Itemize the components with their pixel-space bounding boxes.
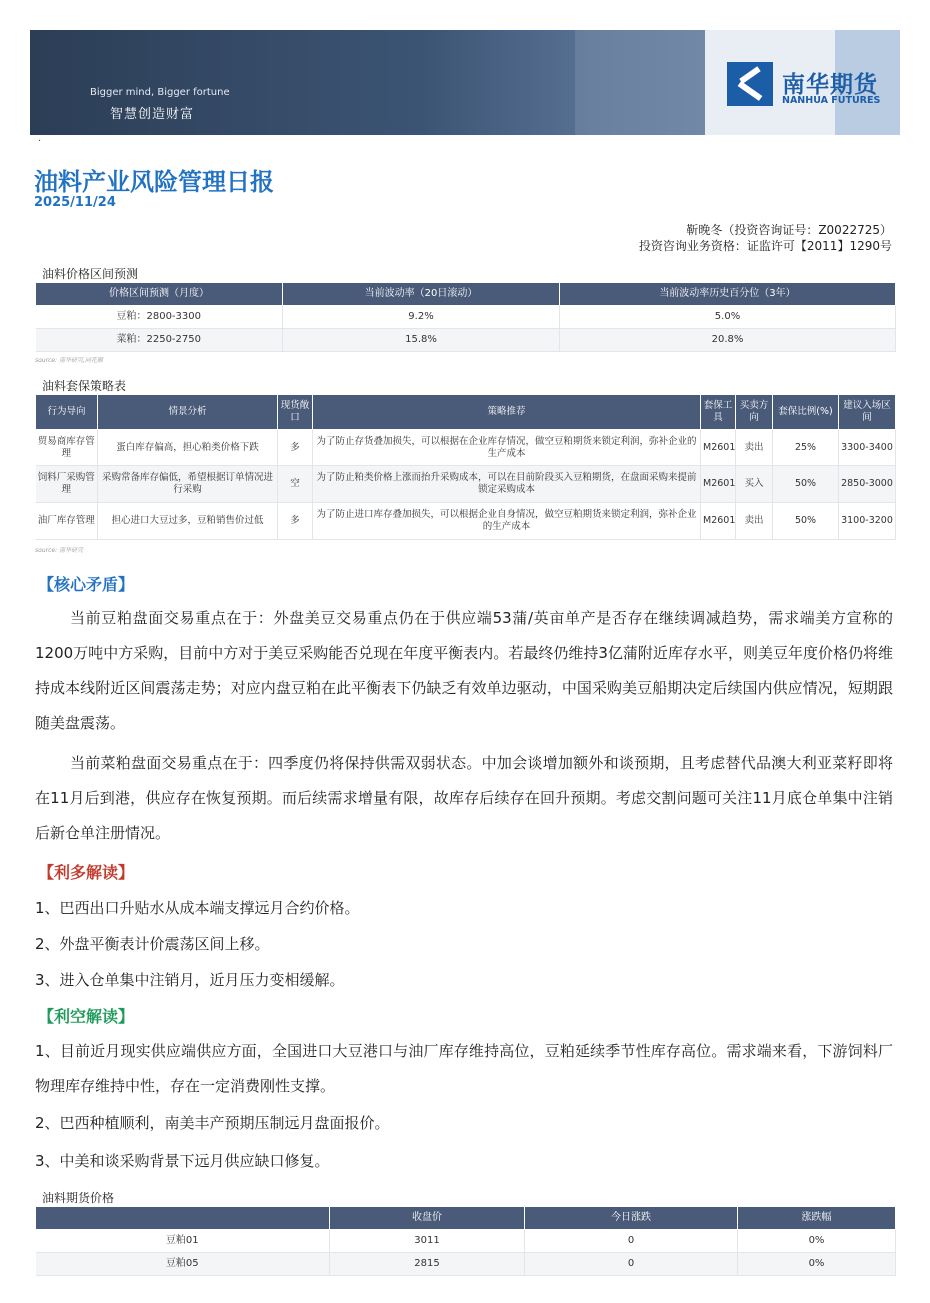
core-paragraph-1: 当前豆粕盘面交易重点在于：外盘美豆交易重点仍在于供应端53蒲/英亩单产是否存在继续调减趋势，需求端美方宣称的1200万吨中方采购，目前中方对于美豆采购能否兑现在年度平衡表内。若最终仍维持3亿蒲附近库存水平，则美豆年度价格仍将维持成本线附近区间震荡走势；对应内盘豆粕在此平衡表下仍缺乏有效单边驱动，中国采购美豆船期决定后续国内供应情况，短期跟随美盘震荡。 xyxy=(35,609,893,732)
table-cell: 买入 xyxy=(736,466,773,503)
column-header: 涨跌幅 xyxy=(738,1207,896,1230)
table-row xyxy=(36,503,896,540)
column-header: 当前波动率历史百分位（3年） xyxy=(560,283,896,306)
table-cell: 0% xyxy=(738,1230,896,1253)
report-title: 油料产业风险管理日报 xyxy=(34,168,274,196)
table-row xyxy=(36,329,896,352)
table-cell: 5.0% xyxy=(560,306,896,329)
column-header: 现货敞口 xyxy=(278,395,313,430)
table-cell: 担心进口大豆过多，豆粕销售价过低 xyxy=(98,503,278,540)
bullish-heading: 【利多解读】 xyxy=(38,863,135,882)
banner-tagline-en: Bigger mind, Bigger fortune xyxy=(90,87,230,98)
table-header-row xyxy=(36,395,896,430)
table-cell: 为了防止粕类价格上涨而抬升采购成本，可以在目前阶段买入豆粕期货，在盘面采购来提前锁定采购成本 xyxy=(313,466,701,503)
table-cell: 20.8% xyxy=(560,329,896,352)
header-banner xyxy=(30,30,900,135)
bearish-item: 3、中美和谈采购背景下远月供应缺口修复。 xyxy=(35,1152,330,1170)
table-header-row xyxy=(36,1207,896,1230)
table-row xyxy=(36,306,896,329)
table-row xyxy=(36,466,896,503)
logo-text-en: NANHUA FUTURES xyxy=(782,95,881,106)
column-header: 套保工具 xyxy=(701,395,736,430)
report-date: 2025/11/24 xyxy=(34,195,116,210)
table-cell: 3100-3200 xyxy=(839,503,896,540)
table-cell: M2601 xyxy=(701,430,736,466)
table-row xyxy=(36,430,896,466)
table-cell: 0 xyxy=(525,1230,738,1253)
bullish-item: 3、进入仓单集中注销月，近月压力变相缓解。 xyxy=(35,971,345,989)
core-heading: 【核心矛盾】 xyxy=(38,575,135,594)
table-cell: 25% xyxy=(773,430,839,466)
bullish-item: 1、巴西出口升贴水从成本端支撑远月合约价格。 xyxy=(35,899,360,917)
futures-price-table xyxy=(35,1206,896,1276)
table-cell: 菜粕：2250-2750 xyxy=(36,329,283,352)
bearish-item: 1、目前近月现实供应端供应方面，全国进口大豆港口与油厂库存维持高位，豆粕延续季节性库存高位。需求端来看，下游饲料厂物理库存维持中性，存在一定消费刚性支撑。 xyxy=(35,1042,893,1095)
table-cell: 多 xyxy=(278,430,313,466)
table-cell: 2850-3000 xyxy=(839,466,896,503)
bullet-dot: · xyxy=(38,136,42,147)
table-cell: 豆粕01 xyxy=(36,1230,330,1253)
source-note: source: 南华研究 xyxy=(35,547,83,554)
table-cell: 3300-3400 xyxy=(839,430,896,466)
table-cell: 卖出 xyxy=(736,503,773,540)
table-cell: 豆粕05 xyxy=(36,1253,330,1276)
column-header: 套保比例(%) xyxy=(773,395,839,430)
table-cell: 空 xyxy=(278,466,313,503)
table-cell: 50% xyxy=(773,466,839,503)
column-header: 建议入场区间 xyxy=(839,395,896,430)
column-header: 今日涨跌 xyxy=(525,1207,738,1230)
table-row xyxy=(36,1230,896,1253)
author-info xyxy=(639,222,892,254)
column-header: 价格区间预测（月度） xyxy=(36,283,283,306)
table-cell: 0 xyxy=(525,1253,738,1276)
table-cell: 2815 xyxy=(330,1253,525,1276)
table-cell: 多 xyxy=(278,503,313,540)
table-cell: 为了防止存货叠加损失，可以根据在企业库存情况，做空豆粕期货来锁定利润，弥补企业的生产成本 xyxy=(313,430,701,466)
table-cell: 9.2% xyxy=(283,306,560,329)
table-cell: 豆粕：2800-3300 xyxy=(36,306,283,329)
column-header: 收盘价 xyxy=(330,1207,525,1230)
futures-table-label: 油料期货价格 xyxy=(42,1191,115,1205)
table-cell: 采购常备库存偏低，希望根据订单情况进行采购 xyxy=(98,466,278,503)
banner-tagline-cn: 智慧创造财富 xyxy=(110,107,195,122)
source-note: source: 南华研究,同花顺 xyxy=(35,357,103,364)
column-header: 当前波动率（20日滚动） xyxy=(283,283,560,306)
table-cell: 50% xyxy=(773,503,839,540)
bullish-item: 2、外盘平衡表计价震荡区间上移。 xyxy=(35,935,270,953)
column-header: 买卖方向 xyxy=(736,395,773,430)
price-range-label: 油料价格区间预测 xyxy=(42,267,139,281)
column-header: 策略推荐 xyxy=(313,395,701,430)
column-header: 行为导向 xyxy=(36,395,98,430)
table-cell: 为了防止进口库存叠加损失，可以根据企业自身情况，做空豆粕期货来锁定利润，弥补企业的生产成本 xyxy=(313,503,701,540)
table-cell: 3011 xyxy=(330,1230,525,1253)
table-cell: 贸易商库存管理 xyxy=(36,430,98,466)
column-header: 情景分析 xyxy=(98,395,278,430)
table-cell: M2601 xyxy=(701,503,736,540)
table-cell: M2601 xyxy=(701,466,736,503)
logo-text-cn: 南华期货 xyxy=(782,72,878,98)
table-cell: 卖出 xyxy=(736,430,773,466)
hedge-table-label: 油料套保策略表 xyxy=(42,379,127,393)
table-row xyxy=(36,1253,896,1276)
hedge-strategy-table xyxy=(35,394,896,540)
table-cell: 油厂库存管理 xyxy=(36,503,98,540)
column-header xyxy=(36,1207,330,1230)
bearish-item: 2、巴西种植顺利，南美丰产预期压制远月盘面报价。 xyxy=(35,1114,390,1132)
table-cell: 0% xyxy=(738,1253,896,1276)
table-header-row xyxy=(36,283,896,306)
table-cell: 15.8% xyxy=(283,329,560,352)
price-range-table xyxy=(35,282,896,352)
author-license: 投资咨询业务资格：证监许可【2011】1290号 xyxy=(638,239,892,253)
banner-stripe xyxy=(575,30,705,135)
core-paragraph-2: 当前菜粕盘面交易重点在于：四季度仍将保持供需双弱状态。中加会谈增加额外和谈预期，且考虑替代品澳大利亚菜籽即将在11月后到港，供应存在恢复预期。而后续需求增量有限，故库存后续存在回升预期。考虑交割问题可关注11月底仓单集中注销后新仓单注册情况。 xyxy=(35,754,893,842)
bearish-heading: 【利空解读】 xyxy=(38,1007,135,1026)
nanhua-logo-icon xyxy=(727,62,773,106)
table-cell: 饲料厂采购管理 xyxy=(36,466,98,503)
table-cell: 蛋白库存偏高，担心粕类价格下跌 xyxy=(98,430,278,466)
author-name: 靳晚冬（投资咨询证号：Z0022725） xyxy=(686,223,892,237)
